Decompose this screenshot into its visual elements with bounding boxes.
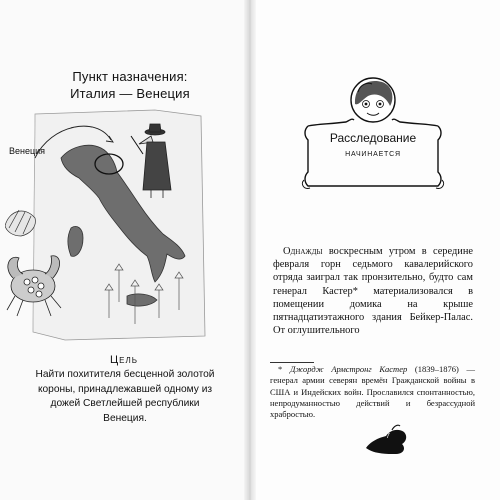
footnote-marker: * [278, 364, 283, 374]
destination-title [40, 68, 220, 102]
book-spine [244, 0, 256, 500]
footnote-name: Джордж Армстронг Кастер [289, 364, 408, 374]
footnote-divider [270, 362, 314, 363]
body-paragraph: воскресным утром в середине февраля горн седьмого кавалерийского отряда заиграл так пронзительно, будто сам генерал Кастер* материализовался в помещении домика на крыше пятнадцатиэтажного здания Бейкер-Палас. От оглушительного [273, 246, 473, 337]
footnote-text: (1839–1876) — генерал армии северян времён Гражданской войны в США и Индейских войн. Прославился спонтанностью, непродуманностью действий и безрассудной храбростью. [270, 364, 475, 420]
italy-map-illustration [5, 106, 227, 342]
chapter-body-text [273, 245, 473, 337]
destination-title-line1: Пункт назначения: [72, 69, 188, 84]
goal-text: Найти похитителя бесценной золотой короны, принадлежавшей одному из дожей Светлейшей республики Венеция. [35, 369, 215, 424]
map-label-venice: Венеция [9, 146, 46, 156]
destination-title-line2: Италия — Венеция [70, 86, 190, 101]
italy-map-icon [5, 106, 227, 342]
page-number: 7 [386, 433, 390, 440]
chapter-title [310, 131, 436, 161]
footnote [270, 364, 475, 420]
goal-heading: Цель [110, 354, 138, 366]
body-lead-word: Однажды [283, 246, 323, 257]
chapter-title-line1: Расследование [329, 131, 417, 145]
detective-hat-icon [362, 420, 412, 460]
chapter-title-line2: начинается [345, 148, 401, 159]
